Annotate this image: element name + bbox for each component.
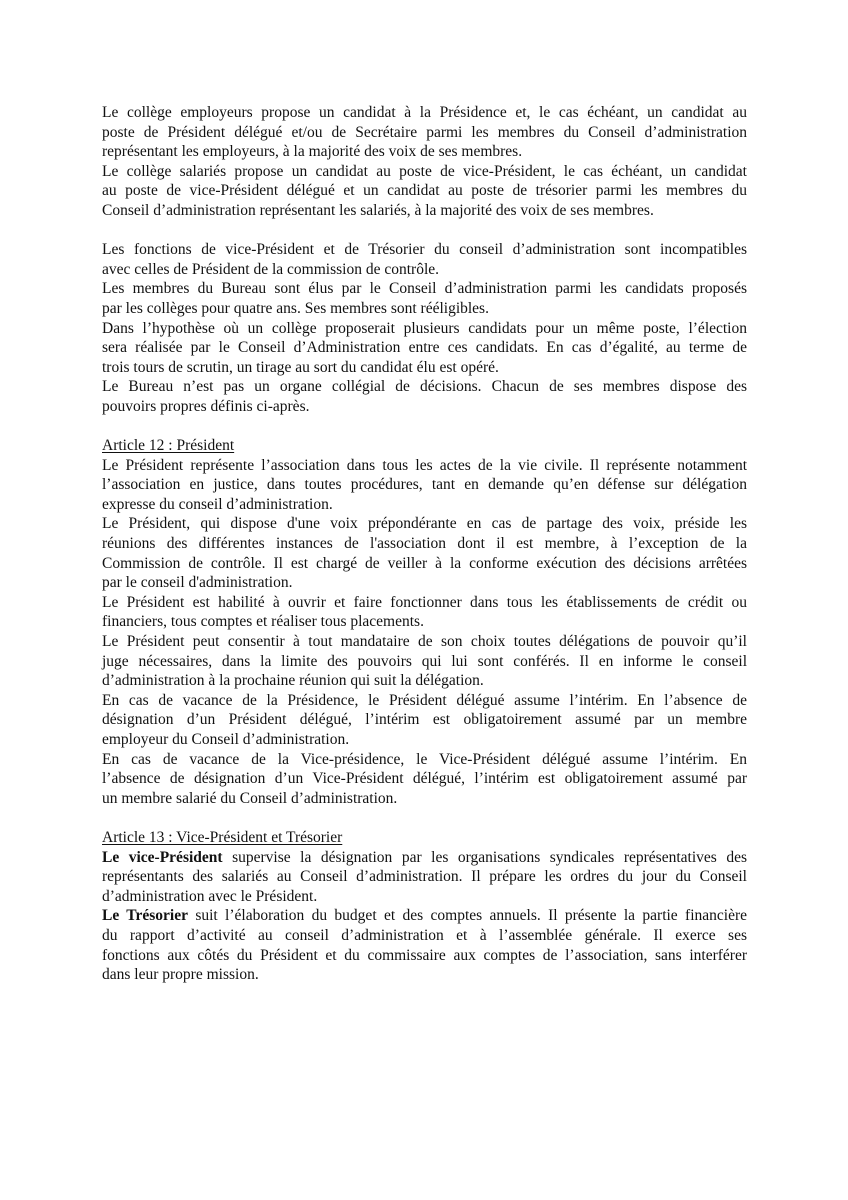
text-line: dans leur propre mission. xyxy=(102,966,259,984)
article-13-heading: Article 13 : Vice-Président et Trésorier xyxy=(102,828,343,846)
paragraph-gap xyxy=(102,417,747,437)
text-line: Le Président représente l’association dans tous les actes de la vie civile. Il représente notamment xyxy=(102,456,747,474)
text-line: En cas de vacance de la Vice-présidence, le Vice-Président délégué assume l’intérim. En xyxy=(102,750,747,768)
tresorier-term: Le Trésorier xyxy=(102,907,188,925)
section-article-13 xyxy=(102,828,747,985)
text-line: d’administration à la prochaine réunion qui suit la délégation. xyxy=(102,672,484,690)
text-line: désignation d’un Président délégué, l’intérim est obligatoirement assumé par un membre xyxy=(102,711,747,729)
text-line: par les collèges pour quatre ans. Ses membres sont rééligibles. xyxy=(102,299,489,317)
text-line: fonctions aux côtés du Président et du commissaire aux comptes de l’association, sans interférer xyxy=(102,946,747,964)
text-line: Le Président peut consentir à tout mandataire de son choix toutes délégations de pouvoir qu’il xyxy=(102,633,747,651)
text-line xyxy=(102,848,747,868)
text-line: Le Président, qui dispose d'une voix prépondérante en cas de partage des voix, préside les xyxy=(102,515,747,533)
vice-president-term: Le vice-Président xyxy=(102,848,223,866)
text-line: Le Président est habilité à ouvrir et faire fonctionner dans tous les établissements de crédit ou xyxy=(102,593,747,611)
text-line: Commission de contrôle. Il est chargé de veiller à la conforme exécution des décisions arrêtées xyxy=(102,554,747,572)
text-line: Le collège salariés propose un candidat au poste de vice-Président, le cas échéant, un candidat xyxy=(102,162,747,180)
article-12-heading: Article 12 : Président xyxy=(102,437,235,455)
text-line: employeur du Conseil d’administration. xyxy=(102,731,350,748)
text-run: supervise la désignation par les organisations syndicales représentatives des xyxy=(222,848,747,866)
text-line: trois tours de scrutin, un tirage au sort du candidat élu est opéré. xyxy=(102,358,499,376)
text-line: Les membres du Bureau sont élus par le Conseil d’administration parmi les candidats proposés xyxy=(102,280,747,298)
text-line: l’absence de désignation d’un Vice-Président délégué, l’intérim est obligatoirement assumé par xyxy=(102,770,747,788)
text-line: En cas de vacance de la Présidence, le Président délégué assume l’intérim. En l’absence de xyxy=(102,691,747,709)
text-line: pouvoirs propres définis ci-après. xyxy=(102,397,310,415)
text-line: représentant les employeurs, à la majorité des voix de ses membres. xyxy=(102,143,523,161)
text-line: expresse du conseil d’administration. xyxy=(102,495,333,513)
paragraph-college-proposals xyxy=(102,103,747,221)
paragraph-gap xyxy=(102,221,747,241)
text-line: représentants des salariés au Conseil d’administration. Il prépare les ordres du jour du Conseil xyxy=(102,868,747,886)
text-line: Dans l’hypothèse où un collège proposerait plusieurs candidats pour un même poste, l’élection xyxy=(102,319,747,337)
text-line: l’association en justice, dans toutes procédures, tant en demande qu’en défense sur délégation xyxy=(102,476,747,494)
text-run: suit l’élaboration du budget et des comptes annuels. Il présente la partie financière xyxy=(187,907,747,925)
text-line: juge nécessaires, dans la limite des pouvoirs qui lui sont conférés. Il en informe le conseil xyxy=(102,652,747,670)
text-line: sera réalisée par le Conseil d’Administration entre ces candidats. En cas d’égalité, au terme de xyxy=(102,339,747,357)
text-line: Les fonctions de vice-Président et de Trésorier du conseil d’administration sont incompatibles xyxy=(102,241,747,259)
text-line: au poste de vice-Président délégué et un candidat au poste de trésorier parmi les membres du xyxy=(102,182,747,200)
text-line: Le collège employeurs propose un candidat à la Présidence et, le cas échéant, un candidat au xyxy=(102,104,747,121)
text-line: avec celles de Président de la commission de contrôle. xyxy=(102,260,440,278)
text-line: financiers, tous comptes et réaliser tous placements. xyxy=(102,613,424,631)
text-line: Le Bureau n’est pas un organe collégial de décisions. Chacun de ses membres dispose des xyxy=(102,378,747,396)
text-line: Conseil d’administration représentant les salariés, à la majorité des voix de ses membres. xyxy=(102,201,654,219)
text-line: d’administration avec le Président. xyxy=(102,887,318,905)
text-line: réunions des différentes instances de l'association dont il est membre, à l’exception de la xyxy=(102,535,747,553)
text-line: un membre salarié du Conseil d’administration. xyxy=(102,789,398,807)
text-line xyxy=(102,906,747,926)
text-line: par le conseil d'administration. xyxy=(102,574,293,592)
section-article-12 xyxy=(102,436,747,808)
paragraph-gap xyxy=(102,808,747,828)
text-line: poste de Président délégué et/ou de Secrétaire parmi les membres du Conseil d’administration xyxy=(102,123,747,141)
document-page xyxy=(102,103,747,985)
text-line: du rapport d’activité au conseil d’administration et à l’assemblée générale. Il exerce ses xyxy=(102,926,747,944)
paragraph-bureau-rules xyxy=(102,240,747,416)
